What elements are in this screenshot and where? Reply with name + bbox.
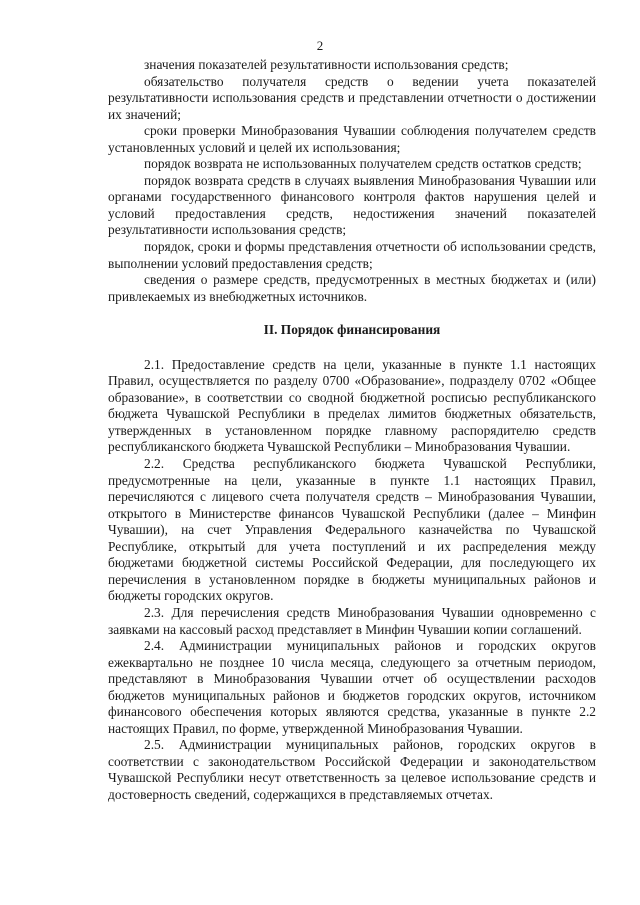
paragraph: порядок возврата не использованных получателем средств остатков средств; [144,156,582,172]
paragraph: порядок, сроки и формы представления отчетности об использовании средств, выполнении условий предоставления средств; [108,239,596,271]
paragraph: порядок возврата средств в случаях выявления Минобразования Чувашии или органами государственного финансового контроля фактов нарушения целей и условий предоставления средств, недостижения значений показателей результативности использования средств; [108,172,596,238]
section-heading: II. Порядок финансирования [263,322,441,338]
paragraph: сроки проверки Минобразования Чувашии соблюдения получателем средств установленных условий и целей их использования; [108,123,596,155]
paragraph: 2.3. Для перечисления средств Минобразования Чувашии одновременно с заявками на кассовый расход представляет в Минфин Чувашии копии соглашений. [108,604,596,637]
page-number: 2 [316,38,324,53]
paragraph: 2.5. Администрации муниципальных районов, городских округов в соответствии с законодательством Российской Федерации и законодательством Чувашской Республики несут ответственность за целевое использование средств и достоверность сведений, содержащихся в представляемых отчетах. [108,737,596,802]
paragraph: сведения о размере средств, предусмотренных в местных бюджетах и (или) привлекаемых из внебюджетных источников. [108,272,596,304]
paragraph: значения показателей результативности использования средств; [144,57,509,72]
paragraph: обязательство получателя средств о ведении учета показателей результативности использования средств и представлении отчетности о достижении их значений; [108,73,596,122]
paragraph: 2.4. Администрации муниципальных районов и городских округов ежеквартально не позднее 10 числа месяца, следующего за отчетным периодом, представляют в Минобразования Чувашии отчет об осуществлении расходов бюджетов муниципальных районов и бюджетов городских округов, источником финансового обеспечения которых являются средства, указанные в пункте 2.2 настоящих Правил, по форме, утвержденной Минобразования Чувашии. [108,638,596,736]
paragraph: 2.2. Средства республиканского бюджета Чувашской Республики, предусмотренные на цели, указанные в пункте 1.1 настоящих Правил, перечисляются с лицевого счета получателя средств – Минобразования Чувашии, открытого в Министерстве финансов Чувашской Республики (далее – Минфин Чувашии), на счет Управления Федерального казначейства по Чувашской Республике, открытый для учета поступлений и их распределения между бюджетами бюджетной системы Российской Федерации, для последующего их перечисления в установленном порядке в бюджеты муниципальных районов и бюджеты городских округов. [108,456,596,604]
document-body [108,57,596,804]
paragraph: 2.1. Предоставление средств на цели, указанные в пункте 1.1 настоящих Правил, осуществляется по разделу 0700 «Образование», подразделу 0702 «Общее образование», в соответствии со сводной бюджетной росписью республиканского бюджета Чувашской Республики в пределах лимитов бюджетных обязательств, утвержденных в установленном порядке главному распорядителю средств республиканского бюджета Чувашской Республики – Минобразования Чувашии. [108,356,596,455]
